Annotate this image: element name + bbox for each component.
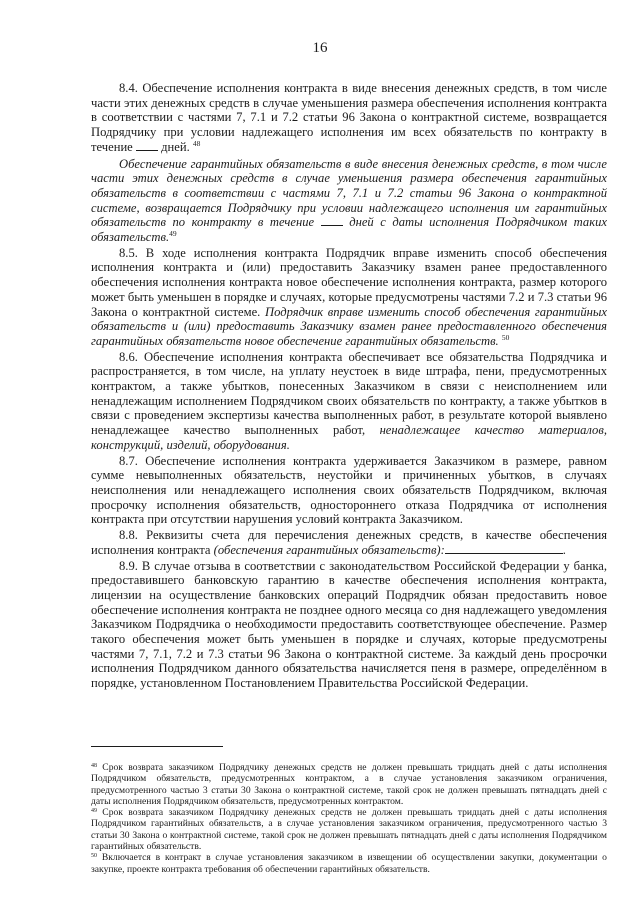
footnote-ref: 49 [169,229,177,239]
paragraph-text: 8.9. В случае отзыва в соответствии с законодательством Российской Федерации у банка, предоставившего банковскую гарантию в качестве обеспечения исполнения контракта, лицензии на осуществление банковских операций Подрядчик обязан предоставить новое обеспечение исполнения контракта не позднее одного месяца со дня надлежащего уведомления Заказчиком Подрядчика о необходимости предоставить соответствующее обеспечение. Размер такого обеспечения может быть уменьшен в порядке и случаях, которые предусмотрены частями 7, 7.1, 7.2 и 7.3 статьи 96 Закона о контрактной системе. За каждый день просрочки исполнения Подрядчиком данного обязательства начисляется пеня в размере, определённом в порядке, установленном Постановлением Правительства Российской Федерации. [91,558,607,691]
footnote-48 [91,762,607,807]
paragraph-text: 8.5. В ходе исполнения контракта Подрядчик вправе изменить способ обеспечения исполнения контракта и (или) предоставить Заказчику взамен ранее предоставленного обеспечения исполнения контракта новое обеспечение исполнения контракта, размер которого может быть уменьшен в порядке и случаях, которые предусмотрены частями 7.2 и 7.3 статьи 96 Закона о контрактной системе. [91,245,607,319]
paragraph-text: 8.7. Обеспечение исполнения контракта удерживается Заказчиком в размере, равном сумме невыполненных обязательств, неустойки и причиненных убытков, в случаях неисполнения или ненадлежащего исполнения своих обязательств Подрядчиком, включая просрочку исполнения обязательств, одностороннего отказа Подрядчика от исполнения контракта при отсутствии нарушения условий контракта Заказчиком. [91,453,607,527]
paragraph-8-7 [91,454,607,528]
footnote-text: Срок возврата заказчиком Подрядчику денежных средств не должен превышать тридцать дней с даты исполнения Подрядчиком обязательств, предусмотренных контрактом, а в случае установления заказчиком ограничения, предусмотренного частью 3 статьи 30 Закона о контрактной системе, такой срок не должен превышать пятнадцать дней с даты исполнения Подрядчиком обязательств, предусмотренных контрактом. [91,762,608,807]
account-details-blank [445,543,563,554]
footnote-ref: 50 [501,332,510,342]
footnote-separator [91,746,223,747]
paragraph-italic-tail: дней с даты исполнения Подрядчиком таких обязательств. [91,215,607,245]
paragraph-text: 8.4. Обеспечение исполнения контракта в виде внесения денежных средств, в том числе части этих денежных средств в случае уменьшения размера обеспечения исполнения контракта в соответствии с частями 7, 7.1 и 7.2 статьи 96 Закона о контрактной системе, возвращается Подрядчику при условии надлежащего исполнения им всех обязательств по контракту в течение [91,81,607,154]
paragraph-8-4 [91,81,607,155]
paragraph-italic-text: Обеспечение гарантийных обязательств в виде внесения денежных средств, в том числе части этих денежных средств в случае уменьшения размера обеспечения гарантийных обязательств в соответствии с частями 7, 7.1 и 7.2 статьи 96 Закона о контрактной системе, возвращается Подрядчику при условии надлежащего исполнения им гарантийных обязательств по контракту в течение [91,156,607,230]
footnote-number: 50 [91,853,97,860]
paragraph-tail: дней. [161,139,190,154]
blank-field [136,140,158,151]
footnote-49 [91,807,607,852]
paragraph-guarantee-deposit [91,157,607,245]
paragraph-8-9 [91,559,607,691]
paragraph-8-8 [91,528,607,557]
blank-field [321,215,343,226]
footnote-number: 48 [91,763,97,769]
document-body [91,81,607,692]
paragraph-text: 8.6. Обеспечение исполнения контракта обеспечивает все обязательства Подрядчика и распространяется, в том числе, на уплату неустоек в виде штрафа, пени, предусмотренных контрактом, а также убытков, понесенных Заказчиком в связи с неисполнением или ненадлежащим исполнением Подрядчиком своих обязательств по контракту, а также убытков в связи с проведением экспертизы качества выполненных работ, в результате которой выявлено ненадлежащее качество выполненных работ, [91,349,607,438]
footnotes [91,762,607,875]
footnote-50 [91,852,607,875]
paragraph-8-5 [91,246,607,349]
footnote-ref: 48 [192,138,201,148]
paragraph-italic-text: ненадлежащее качество материалов, конструкций, изделий, оборудования. [91,423,607,452]
paragraph-text: 8.8. Реквизиты счета для перечисления денежных средств, в качестве обеспечения исполнения контракта [91,528,607,557]
paragraph-end: . [562,542,566,557]
footnote-number: 49 [91,808,97,815]
paragraph-italic-text: (обеспечения гарантийных обязательств): [213,542,445,557]
paragraph-8-6 [91,350,607,453]
paragraph-italic-text: Подрядчик вправе изменить способ обеспечения гарантийных обязательств и (или) предоставить Заказчику взамен ранее предоставленного обеспечения гарантийных обязательств новое обеспечение гарантийных обязательств. [91,304,607,348]
footnote-text: Срок возврата заказчиком Подрядчику денежных средств не должен превышать тридцать дней с даты исполнения Подрядчиком гарантийных обязательств, а в случае установления заказчиком ограничения, предусмотренного частью 3 статьи 30 Закона о контрактной системе, такой срок не должен превышать пятнадцать дней с даты исполнения Подрядчиком гарантийных обязательств. [91,807,608,853]
footnote-text: Включается в контракт в случае установления заказчиком в извещении об осуществлении закупки, документации о закупке, проекте контракта требования об обеспечении гарантийных обязательств. [91,852,607,875]
page-number: 16 [312,40,328,56]
